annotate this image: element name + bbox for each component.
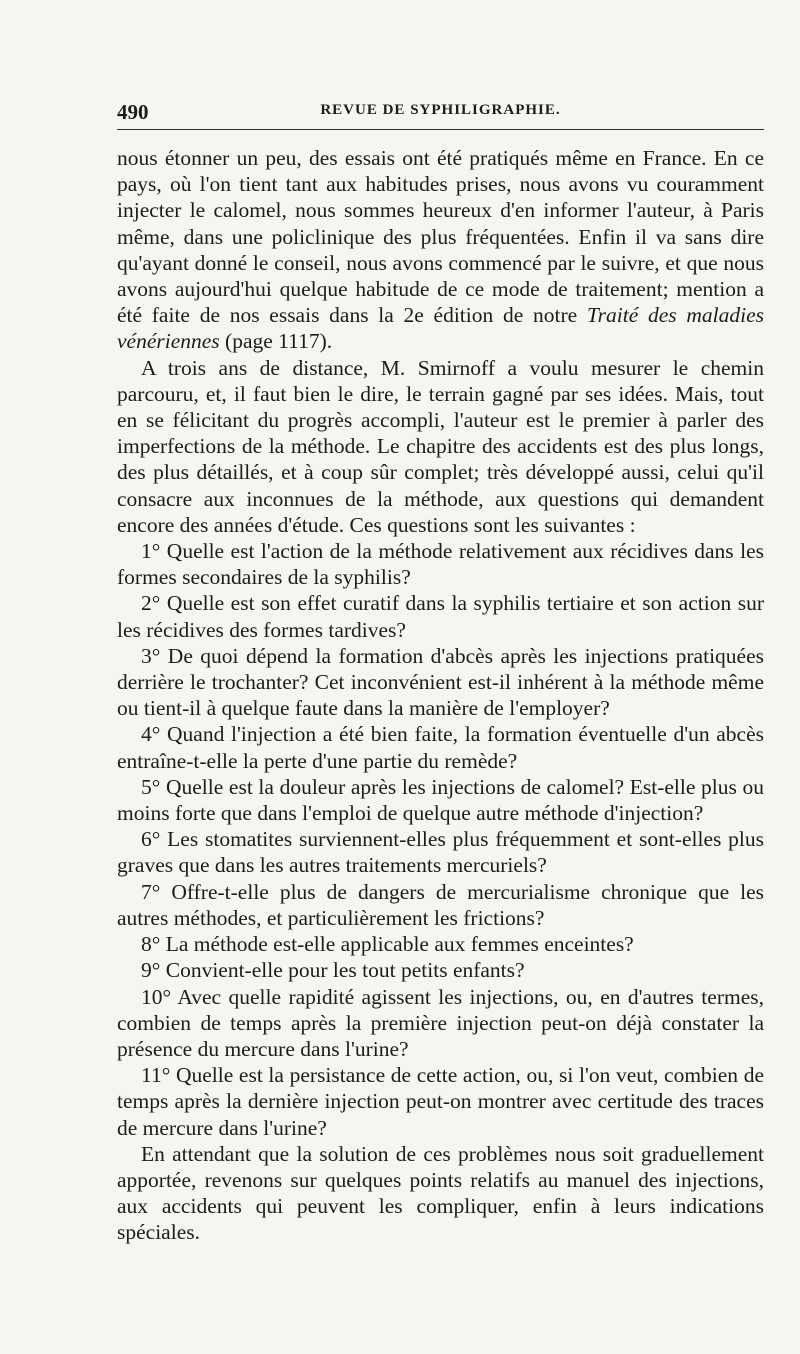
body-text: [117, 145, 764, 1246]
paragraph-1: [117, 145, 764, 355]
question-3: 3° De quoi dépend la formation d'abcès après les injections pratiquées derrière le trochanter? Cet inconvénient est-il inhérent à la méthode même ou tient-il à quelque faute dans la manière de l'employer?: [117, 643, 764, 721]
question-4: 4° Quand l'injection a été bien faite, la formation éventuelle d'un abcès entraîne-t-elle la perte d'une partie du remède?: [117, 722, 764, 773]
book-title: Traité des maladies vénériennes: [117, 303, 764, 354]
header-rule: [117, 129, 764, 130]
question-9: 9° Convient-elle pour les tout petits enfants?: [141, 958, 525, 983]
running-head: [117, 100, 764, 124]
paragraph-2: A trois ans de distance, M. Smirnoff a voulu mesurer le chemin parcouru, et, il faut bien le dire, le terrain gagné par ses idées. Mais, tout en se félicitant du progrès accompli, l'auteur est le premier à parler des imperfections de la méthode. Le chapitre des accidents est des plus longs, des plus détaillés, et à coup sûr complet; très développé aussi, celui qu'il consacre aux inconnues de la méthode, aux questions qui demandent encore des années d'étude. Ces questions sont les suivantes :: [117, 355, 764, 537]
page-reference: (page 1117).: [219, 329, 333, 354]
question-10: 10° Avec quelle rapidité agissent les injections, ou, en d'autres termes, combien de temps après la première injection peut-on déjà constater la présence du mercure dans l'urine?: [117, 984, 764, 1061]
question-11: 11° Quelle est la persistance de cette action, ou, si l'on veut, combien de temps après la dernière injection peut-on montrer avec certitude des traces de mercure dans l'urine?: [117, 1063, 764, 1140]
journal-title: REVUE DE SYPHILIGRAPHIE.: [320, 102, 561, 118]
question-1: 1° Quelle est l'action de la méthode relativement aux récidives dans les formes secondaires de la syphilis?: [117, 539, 764, 590]
question-5: 5° Quelle est la douleur après les injections de calomel? Est-elle plus ou moins forte que dans l'emploi de quelque autre méthode d'injection?: [117, 774, 764, 826]
closing-paragraph: En attendant que la solution de ces problèmes nous soit graduellement apportée, revenons sur quelques points relatifs au manuel des injections, aux accidents qui peuvent les compliquer, enfin à leurs indications spéciales.: [117, 1141, 764, 1245]
question-8: 8° La méthode est-elle applicable aux femmes enceintes?: [141, 932, 634, 957]
question-7: 7° Offre-t-elle plus de dangers de mercurialisme chronique que les autres méthodes, et particulièrement les frictions?: [117, 879, 764, 930]
page-number: 490: [117, 100, 149, 124]
paragraph-1-text: nous étonner un peu, des essais ont été pratiqués même en France. En ce pays, où l'on tient tant aux habitudes prises, nous avons vu couramment injecter le calomel, nous sommes heureux d'en informer l'auteur, à Paris même, dans une policlinique des plus fréquentées. Enfin il va sans dire qu'ayant donné le conseil, nous avons commencé par le suivre, et que nous avons aujourd'hui quelque habitude de ce mode de traitement; mention a été faite de nos essais dans la 2e édition de notre: [117, 146, 764, 328]
question-6: 6° Les stomatites surviennent-elles plus fréquemment et sont-elles plus graves que dans les autres traitements mercuriels?: [117, 827, 764, 878]
question-2: 2° Quelle est son effet curatif dans la syphilis tertiaire et son action sur les récidives des formes tardives?: [117, 591, 764, 642]
